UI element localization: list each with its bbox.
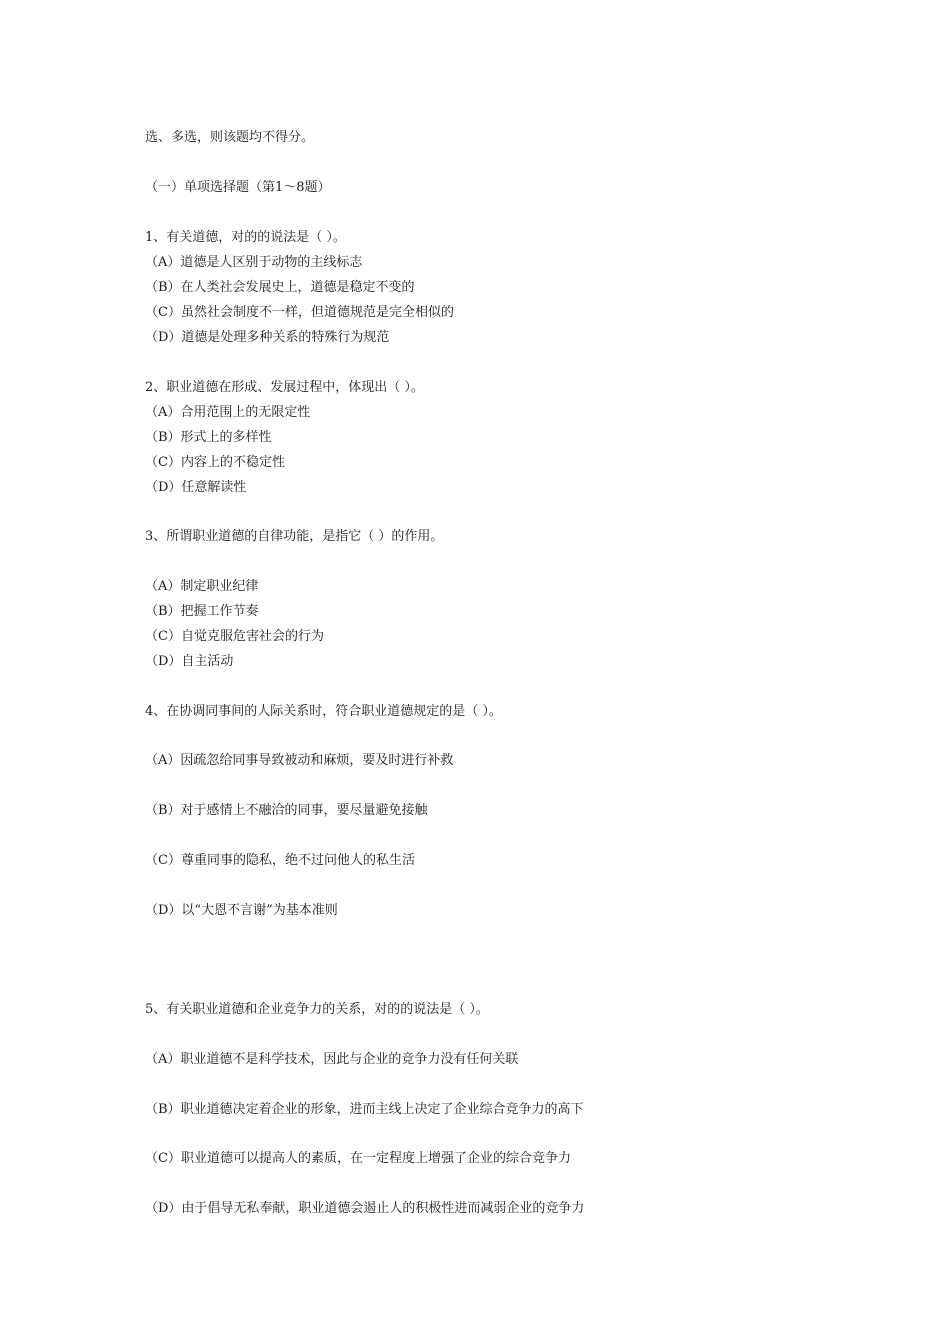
question-2-option-c: （C）内容上的不稳定性 — [145, 455, 285, 470]
question-3-option-a: （A）制定职业纪律 — [145, 579, 259, 594]
question-2-option-b: （B）形式上的多样性 — [145, 430, 272, 445]
question-2-option-a: （A）合用范围上的无限定性 — [145, 405, 311, 420]
question-1-option-b: （B）在人类社会发展史上，道德是稳定不变的 — [145, 280, 415, 295]
question-3-stem: 3、所谓职业道德的自律功能，是指它（ ）的作用。 — [145, 529, 444, 544]
intro-text: 选、多选，则该题均不得分。 — [145, 130, 315, 145]
question-2-stem: 2、职业道德在形成、发展过程中，体现出（ ）。 — [145, 380, 424, 395]
question-1-option-a: （A）道德是人区别于动物的主线标志 — [145, 255, 363, 270]
question-5-option-c: （C）职业道德可以提高人的素质，在一定程度上增强了企业的综合竞争力 — [145, 1151, 571, 1166]
question-2-option-d: （D）任意解读性 — [145, 480, 247, 495]
question-4-option-a: （A）因疏忽给同事导致被动和麻烦，要及时进行补救 — [145, 753, 454, 768]
question-5-option-d: （D）由于倡导无私奉献，职业道德会遏止人的积极性进而减弱企业的竞争力 — [145, 1201, 585, 1216]
question-1-stem: 1、有关道德，对的的说法是（ ）。 — [145, 230, 346, 245]
question-4-option-b: （B）对于感情上不融洽的同事，要尽量避免接触 — [145, 803, 428, 818]
question-5-option-b: （B）职业道德决定着企业的形象，进而主线上决定了企业综合竞争力的高下 — [145, 1102, 584, 1117]
section-title: （一）单项选择题（第1～8题） — [145, 180, 331, 195]
question-3-option-d: （D）自主活动 — [145, 654, 234, 669]
question-3-option-b: （B）把握工作节奏 — [145, 604, 259, 619]
question-3-option-c: （C）自觉克服危害社会的行为 — [145, 629, 324, 644]
question-5-stem: 5、有关职业道德和企业竞争力的关系，对的的说法是（ ）。 — [145, 1002, 489, 1017]
question-5-option-a: （A）职业道德不是科学技术，因此与企业的竞争力没有任何关联 — [145, 1052, 519, 1067]
question-1-option-c: （C）虽然社会制度不一样，但道德规范是完全相似的 — [145, 305, 454, 320]
question-4-option-c: （C）尊重同事的隐私，绝不过问他人的私生活 — [145, 853, 415, 868]
question-4-stem: 4、在协调同事间的人际关系时，符合职业道德规定的是（ ）。 — [145, 704, 502, 719]
question-4-option-d: （D）以“大恩不言谢”为基本准则 — [145, 903, 338, 918]
question-1-option-d: （D）道德是处理多种关系的特殊行为规范 — [145, 330, 390, 345]
